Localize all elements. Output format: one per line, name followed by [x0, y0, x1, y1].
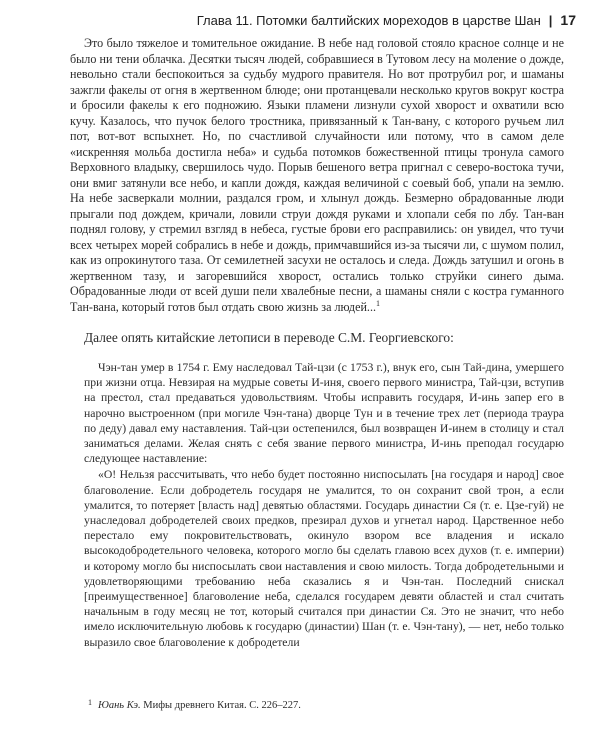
- footnote-ref: 1: [376, 298, 380, 308]
- page-body: [70, 36, 564, 650]
- paragraph-text: Это было тяжелое и томительное ожидание. В небе над головой стояло красное солнце и не было ни тени облачка. Десятки тысяч людей, собравшиеся в Тутовом лесу на моление о дожде, невольно стали беспокоиться за судьбу мудрого правителя. Но вот протрубил рог, и шаманы зажгли факелы от огня в жертвенном блюде; они протанцевали несколько кругов вокруг костра и бросили факелы к его подножию. Языки пламени лизнули сухой хворост и охватили всю кучу. Казалось, что пучок белого тростника, привязанный к Тан-вану, с которого ручьем лил пот, вот-вот вспыхнет. Но, по счастливой случайности или потому, что в самом деле «искренняя мольба достигла неба» и судьба потомков божественной птицы тронула самого Верховного владыку, свершилось чудо. Порыв бешеного ветра пригнал с северо-востока тучи, они вмиг затянули все небо, и капли дождя, каждая величиной с соевый боб, упали на землю. На небе засверкали молнии, раздался гром, и хлынул дождь. Безмерно обрадованные люди прыгали под дождем, кричали, ловили струи дождя руками и хлопали себя по лбу. Тан-ван поднял голову, у стремил взгляд в небеса, густые брови его расправились: он увидел, что тучи всех четырех морей собрались в небе и дождь, примчавшийся из-за тысячи ли, с шумом полил, как из опрокинутого таза. От семилетней засухи не осталось и следа. Дождь затушил и огонь в жертвенном тазу, и загоревшийся хворост, остались только струйки синего дыма. Обрадованные люди от всей души пели хвалебные песни, а шаманы сняли с костра гуманного Тан-вана, который готов был отдать свою жизнь за людей...: [70, 36, 564, 314]
- lead-in-paragraph: Далее опять китайские летописи в переводе С.М. Георгиевского:: [84, 330, 454, 345]
- footnote: [70, 699, 564, 712]
- footnote-source: Мифы древнего Китая. С. 226–227.: [140, 700, 301, 711]
- paragraph-rain-ritual: [70, 36, 564, 315]
- page-number: 17: [560, 12, 576, 28]
- chapter-title: Глава 11. Потомки балтийских мореходов в царстве Шан: [196, 12, 541, 28]
- footnote-author: Юань Кэ.: [98, 700, 141, 711]
- running-head: [70, 8, 576, 32]
- header-separator: |: [548, 12, 553, 28]
- quote-paragraph-1: Чэн-тан умер в 1754 г. Ему наследовал Тай-цзи (с 1753 г.), внук его, сын Тай-дина, умершего при жизни отца. Невзирая на мудрые советы И-иня, своего первого министра, Тай-цзи, вступив на престол, стал предаваться удовольствиям. Чтобы исправить государя, И-инь запер его в нарочно выстроенном (при могиле Чэн-тана) дворце Тун и в течение трех лет (периода траура по деду) давал ему наставления. Тай-цзи остепенился, был возвращен И-инем в столицу и стал заниматься делами. Желая снять с себя звание первого министра, И-инь преподал государю следующее наставление:: [84, 361, 564, 466]
- quote-paragraph-2: «О! Нельзя рассчитывать, что небо будет постоянно ниспосылать [на государя и народ] свое благоволение. Если добродетель государя не умалится, то он сохранит свой трон, а если умалится, то потеряет [власть над] девятью областями. Государь династии Ся (т. е. Цзе-гуй) не унаследовал добродетелей своих предков, презирал духов и угнетал народ. Царственное небо перестало ему покровительствовать, окинуло взором все владения и искало высокодобродетельного человека, которого могло бы сделать главою всех духов (т. е. империи) и которому могло бы ниспосылать свои наставления и свою милость. Тогда добродетельными и удовлетворяющими требованию неба сказались я и Чэн-тан. Последний снискал [преимущественное] благоволение неба, сделался государем девяти областей и стал считать начальным в году месяц не тот, который считался при династии Ся. Это не значит, что небо имело исключительную любовь к государю (династии) Шан (т. е. Чэн-тану), — нет, небо только выразило свое благоволение к добродетели: [84, 468, 564, 649]
- footnote-number: 1: [88, 698, 92, 707]
- chronicle-quote: [70, 360, 564, 650]
